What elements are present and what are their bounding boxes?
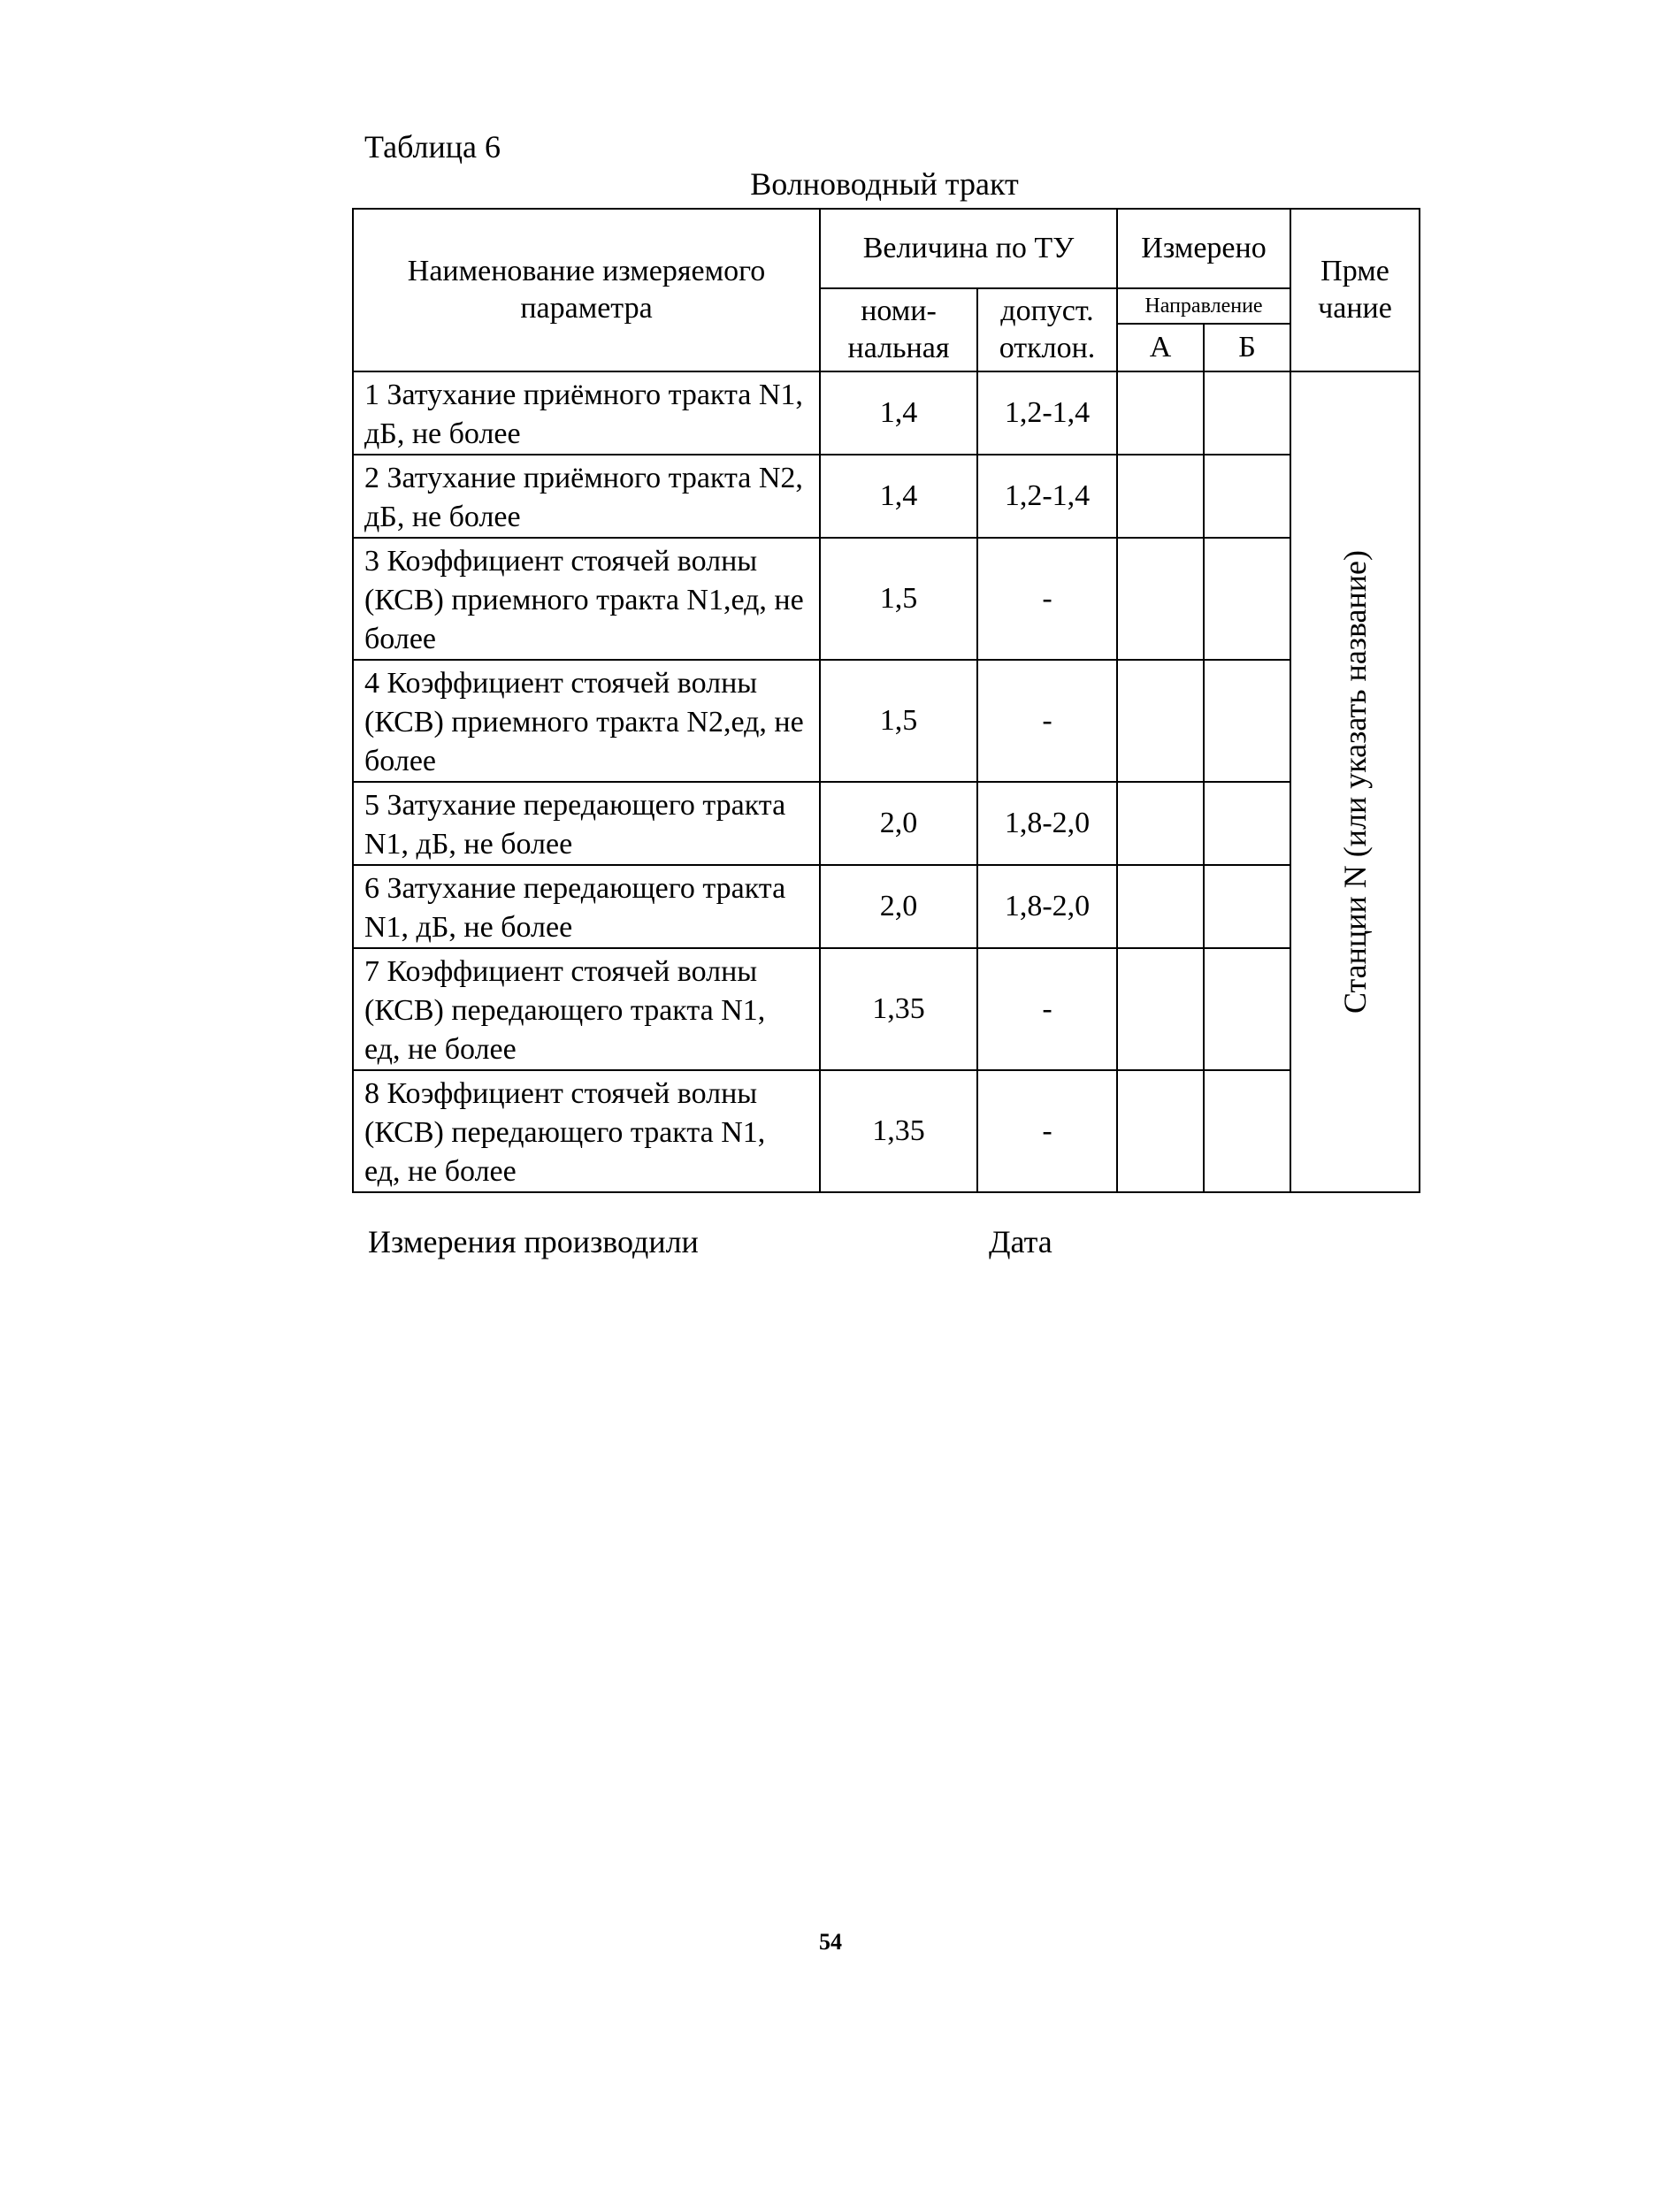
row-nominal: 2,0	[820, 782, 977, 865]
note-cell	[1290, 371, 1420, 1192]
measured-cell-a	[1117, 865, 1204, 948]
row-param: 8 Коэффициент стоячей волны (КСВ) передающего тракта N1, ед, не более	[353, 1070, 820, 1192]
row-tolerance: 1,2-1,4	[977, 371, 1117, 455]
measured-cell-a	[1117, 455, 1204, 538]
header-direction-b: Б	[1204, 324, 1290, 371]
measured-cell-b	[1204, 371, 1290, 455]
table-row	[353, 371, 1420, 455]
measured-cell-a	[1117, 371, 1204, 455]
measured-cell-b	[1204, 782, 1290, 865]
table-title: Волноводный тракт	[750, 166, 1019, 202]
note-vertical-text: Станции N (или указать название)	[1337, 549, 1373, 1014]
measured-cell-a	[1117, 538, 1204, 660]
row-nominal: 1,4	[820, 371, 977, 455]
header-param: Наименование измеряемого параметра	[353, 209, 820, 371]
row-param: 6 Затухание передающего тракта N1, дБ, не более	[353, 865, 820, 948]
measured-by-label: Измерения производили	[368, 1224, 699, 1259]
row-nominal: 1,35	[820, 948, 977, 1070]
row-param: 1 Затухание приёмного тракта N1, дБ, не более	[353, 371, 820, 455]
row-param: 7 Коэффициент стоячей волны (КСВ) передающего тракта N1, ед, не более	[353, 948, 820, 1070]
row-tolerance: 1,8-2,0	[977, 782, 1117, 865]
header-value-tu: Величина по ТУ	[820, 209, 1117, 288]
table-row	[353, 948, 1420, 1070]
measured-cell-a	[1117, 782, 1204, 865]
row-param: 4 Коэффициент стоячей волны (КСВ) приемного тракта N2,ед, не более	[353, 660, 820, 782]
row-tolerance: 1,8-2,0	[977, 865, 1117, 948]
header-note: Прме чание	[1290, 209, 1420, 371]
measured-cell-a	[1117, 1070, 1204, 1192]
measured-cell-b	[1204, 660, 1290, 782]
measured-cell-b	[1204, 948, 1290, 1070]
header-direction: Направление	[1117, 288, 1290, 324]
measured-cell-b	[1204, 455, 1290, 538]
waveguide-table	[352, 208, 1420, 1193]
row-param: 3 Коэффициент стоячей волны (КСВ) приемного тракта N1,ед, не более	[353, 538, 820, 660]
header-nominal: номи-нальная	[820, 288, 977, 371]
measured-cell-a	[1117, 948, 1204, 1070]
table-row	[353, 538, 1420, 660]
table-row	[353, 660, 1420, 782]
table-row	[353, 455, 1420, 538]
row-nominal: 2,0	[820, 865, 977, 948]
row-nominal: 1,35	[820, 1070, 977, 1192]
row-tolerance: -	[977, 1070, 1117, 1192]
measured-cell-b	[1204, 1070, 1290, 1192]
header-direction-a: А	[1117, 324, 1204, 371]
measured-cell-a	[1117, 660, 1204, 782]
row-tolerance: 1,2-1,4	[977, 455, 1117, 538]
table-row	[353, 1070, 1420, 1192]
table-row	[353, 782, 1420, 865]
measured-cell-b	[1204, 865, 1290, 948]
row-nominal: 1,5	[820, 660, 977, 782]
row-tolerance: -	[977, 948, 1117, 1070]
page-number: 54	[819, 1929, 842, 1955]
header-tolerance: допуст. отклон.	[977, 288, 1117, 371]
row-nominal: 1,5	[820, 538, 977, 660]
row-nominal: 1,4	[820, 455, 977, 538]
row-tolerance: -	[977, 538, 1117, 660]
row-param: 5 Затухание передающего тракта N1, дБ, не более	[353, 782, 820, 865]
header-measured: Измерено	[1117, 209, 1290, 288]
row-param: 2 Затухание приёмного тракта N2, дБ, не более	[353, 455, 820, 538]
table-label: Таблица 6	[364, 129, 501, 165]
table-row	[353, 865, 1420, 948]
date-label: Дата	[989, 1224, 1052, 1259]
measured-cell-b	[1204, 538, 1290, 660]
row-tolerance: -	[977, 660, 1117, 782]
